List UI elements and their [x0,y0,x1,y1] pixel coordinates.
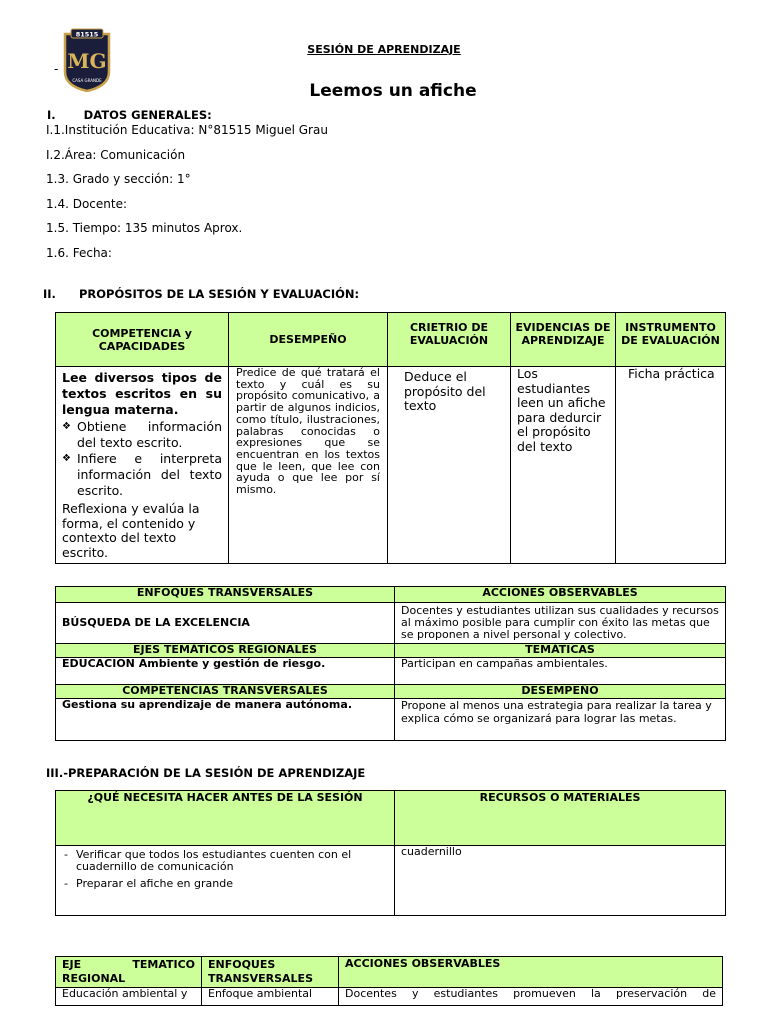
competencia-text: Lee diversos tipos de textos escritos en su lengua materna. [62,370,222,417]
header-comp-trans: COMPETENCIAS TRANSVERSALES [56,685,395,699]
antes-item: - Verificar que todos los estudiantes cuenten con el cuadernillo de comunicación [62,849,388,873]
evidencias-cell: Los estudiantes leen un afiche para dedurcir el propósito del texto [511,367,616,564]
instrumento-cell: Ficha práctica [616,367,726,564]
logo-monogram: MG [67,49,107,73]
capacidad-item: ❖ Infiere e interpreta información del texto escrito. [62,451,222,499]
section2-heading [43,287,359,301]
header-evidencias: EVIDENCIAS DE APRENDIZAJE [511,313,616,367]
header-enfoques: ENFOQUES TRANSVERSALES [56,587,395,603]
section2-title: PROPÓSITOS DE LA SESIÓN Y EVALUACIÓN: [78,287,360,301]
eje-bottom-cell: Educación ambiental y [56,988,202,1006]
eje-cell: EDUCACION Ambiente y gestión de riesgo. [56,658,395,685]
comp-trans-cell: Gestiona su aprendizaje de manera autónoma. [56,699,395,741]
info-grado: 1.3. Grado y sección: 1° [46,172,191,186]
page-title: Leemos un afiche [309,81,477,101]
preparacion-table [55,790,726,916]
header-acciones-bottom: ACCIONES OBSERVABLES [339,957,723,988]
enfoques-table [55,586,726,741]
header-desempeno: DESEMPEÑO [229,313,388,367]
desempeno-cell: Predice de qué tratará el texto y cuál es su propósito comunicativo, a partir de algunos indicios, como título, ilustraciones, palabras conocidas o expresiones que se encuentran en los textos que le leen, que lee con ayuda o que lee por sí mismo. [229,367,388,564]
section1-num: I. [47,108,56,122]
section1-title: DATOS GENERALES: [83,108,212,122]
header-tematicas: TEMÁTICAS [395,644,726,658]
header-enfoques-bottom: ENFOQUES TRANSVERSALES [202,957,339,988]
header-desempeno-trans: DESEMPEÑO [395,685,726,699]
capacidades-list [62,419,222,499]
header-eje-text: EJE TEMATICO REGIONAL [62,958,195,985]
header-instrumento: INSTRUMENTO DE EVALUACIÓN [616,313,726,367]
desempeno-trans-cell: Propone al menos una estrategia para realizar la tarea y explica cómo se organizará para lograr las metas. [395,699,726,741]
info-institucion: I.1.Institución Educativa: N°81515 Miguel Grau [46,123,328,137]
recursos-cell: cuadernillo [395,846,726,916]
competencia-cell [56,367,229,564]
accion-cell: Docentes y estudiantes utilizan sus cualidades y recursos al máximo posible para cumplir con éxito las metas que se proponen a nivel personal y colectivo. [395,603,726,644]
header-recursos: RECURSOS O MATERIALES [395,791,726,846]
info-tiempo: 1.5. Tiempo: 135 minutos Aprox. [46,221,243,235]
header-eje-regional [56,957,202,988]
bottom-table [55,956,723,1006]
antes-cell [56,846,395,916]
header-competencia: COMPETENCIA y CAPACIDADES [56,313,229,367]
reflexiona-text: Reflexiona y evalúa la forma, el contenido y contexto del texto escrito. [62,501,200,560]
antes-item: - Preparar el afiche en grande [62,878,388,890]
header-acciones: ACCIONES OBSERVABLES [395,587,726,603]
header-ejes: EJES TEMÁTICOS REGIONALES [56,644,395,658]
tematica-cell: Participan en campañas ambientales. [395,658,726,685]
header-criterio: CRIETRIO DE EVALUACIÓN [388,313,511,367]
logo-number: 81515 [75,30,99,39]
capacidad-item: ❖ Obtiene información del texto escrito. [62,419,222,451]
session-label: SESIÓN DE APRENDIZAJE [307,43,461,56]
criterio-cell: Deduce el propósito del texto [388,367,511,564]
stray-dash: - [54,62,59,76]
antes-list [62,849,388,890]
section2-num: II. [43,287,56,301]
enfoque-bottom-cell: Enfoque ambiental [202,988,339,1006]
purposes-table [55,312,726,564]
info-fecha: 1.6. Fecha: [46,246,112,260]
section1-heading [47,108,212,122]
info-area: I.2.Área: Comunicación [46,148,186,162]
enfoque-cell: BÚSQUEDA DE LA EXCELENCIA [56,603,395,644]
info-docente: 1.4. Docente: [46,197,128,211]
header-antes: ¿QUÉ NECESITA HACER ANTES DE LA SESIÓN [56,791,395,846]
logo-subtitle: CASA GRANDE [72,78,102,83]
section3-heading: III.-PREPARACIÓN DE LA SESIÓN DE APRENDIZAJE [46,766,366,780]
accion-bottom-cell: Docentes y estudiantes promueven la preservación de [339,988,723,1006]
